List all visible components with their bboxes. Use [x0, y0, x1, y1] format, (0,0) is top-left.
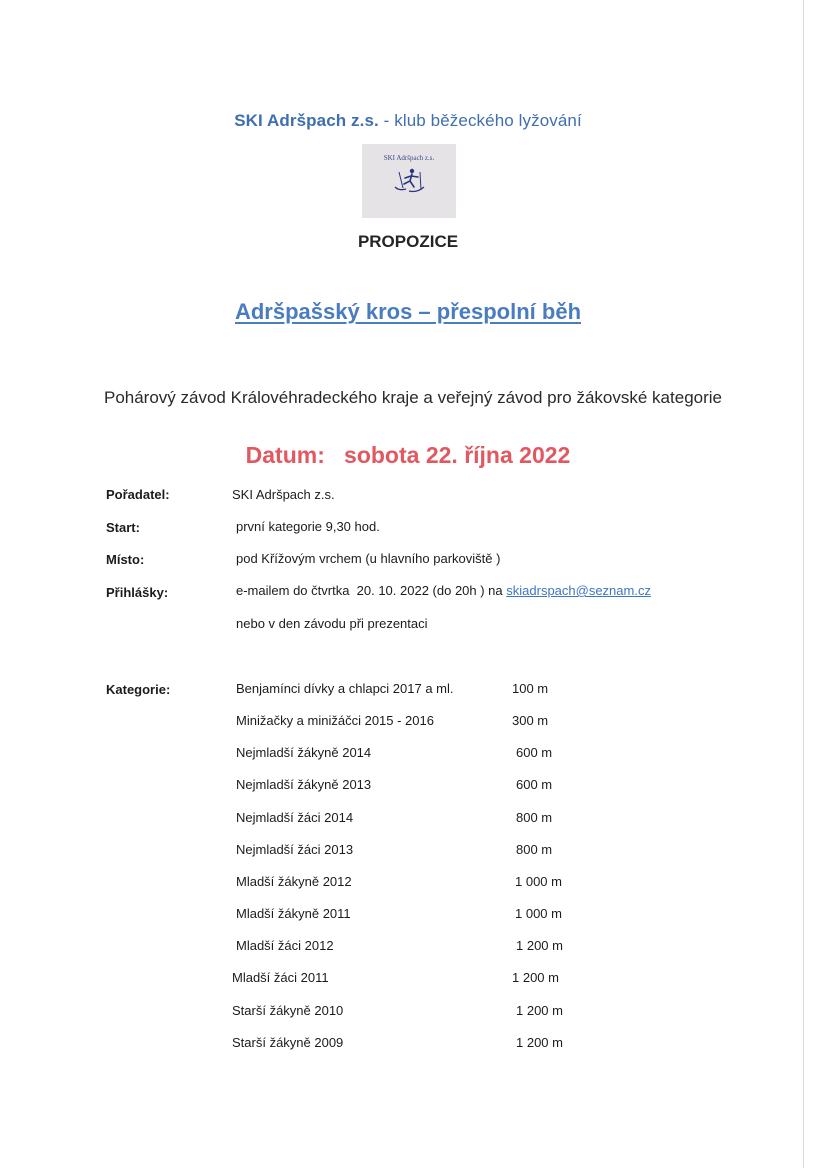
registration-value [236, 583, 651, 598]
event-subtitle: Pohárový závod Královéhradeckého kraje a veřejný závod pro žákovské kategorie [103, 388, 722, 407]
club-name: SKI Adršpach z.s. [234, 111, 379, 130]
category-name: Nejmladší žáci 2014 [236, 810, 354, 825]
registration-label: Přihlášky: [106, 585, 169, 600]
category-name: Nejmladší žákyně 2014 [236, 745, 372, 760]
category-name: Starší žákyně 2009 [232, 1035, 344, 1050]
organizer-value: SKI Adršpach z.s. [232, 487, 335, 502]
registration-alternative: nebo v den závodu při prezentaci [236, 616, 428, 631]
start-value: první kategorie 9,30 hod. [236, 519, 380, 534]
email-link[interactable]: skiadrspach@seznam.cz [506, 583, 651, 598]
place-label: Místo: [106, 552, 145, 567]
category-distance: 800 m [516, 842, 553, 857]
category-distance: 1 200 m [516, 1035, 563, 1050]
start-label: Start: [106, 520, 140, 535]
category-distance: 600 m [516, 745, 553, 760]
page-edge [803, 0, 804, 1168]
category-distance: 1 000 m [515, 874, 562, 889]
place-value: pod Křížovým vrchem (u hlavního parkoviště ) [236, 551, 501, 566]
category-name: Benjamínci dívky a chlapci 2017 a ml. [236, 681, 454, 696]
category-distance: 1 000 m [515, 906, 562, 921]
club-header [0, 111, 816, 131]
registration-text: e-mailem do čtvrtka 20. 10. 2022 (do 20h ) na [236, 583, 507, 598]
club-logo [362, 144, 456, 218]
categories-label: Kategorie: [106, 682, 171, 697]
cross-country-skier-icon [390, 166, 430, 194]
category-name: Mladší žákyně 2012 [236, 874, 352, 889]
category-distance: 600 m [516, 777, 553, 792]
club-description: - klub běžeckého lyžování [378, 111, 582, 130]
category-distance: 800 m [516, 810, 553, 825]
event-date: Datum: sobota 22. října 2022 [245, 442, 571, 468]
category-name: Nejmladší žáci 2013 [236, 842, 354, 857]
category-distance: 100 m [512, 681, 549, 696]
category-name: Mladší žáci 2011 [232, 970, 329, 985]
category-distance: 300 m [512, 713, 549, 728]
category-distance: 1 200 m [516, 938, 563, 953]
category-name: Nejmladší žákyně 2013 [236, 777, 372, 792]
category-distance: 1 200 m [512, 970, 559, 985]
category-name: Mladší žáci 2012 [236, 938, 334, 953]
category-name: Minižačky a minižáčci 2015 - 2016 [236, 713, 434, 728]
document-type: PROPOZICE [357, 232, 459, 251]
event-title: Adršpašský kros – přespolní běh [234, 299, 582, 324]
category-name: Starší žákyně 2010 [232, 1003, 344, 1018]
organizer-label: Pořadatel: [106, 487, 170, 502]
category-distance: 1 200 m [516, 1003, 563, 1018]
category-name: Mladší žákyně 2011 [236, 906, 351, 921]
logo-text: SKI Adršpach z.s. [383, 154, 435, 162]
